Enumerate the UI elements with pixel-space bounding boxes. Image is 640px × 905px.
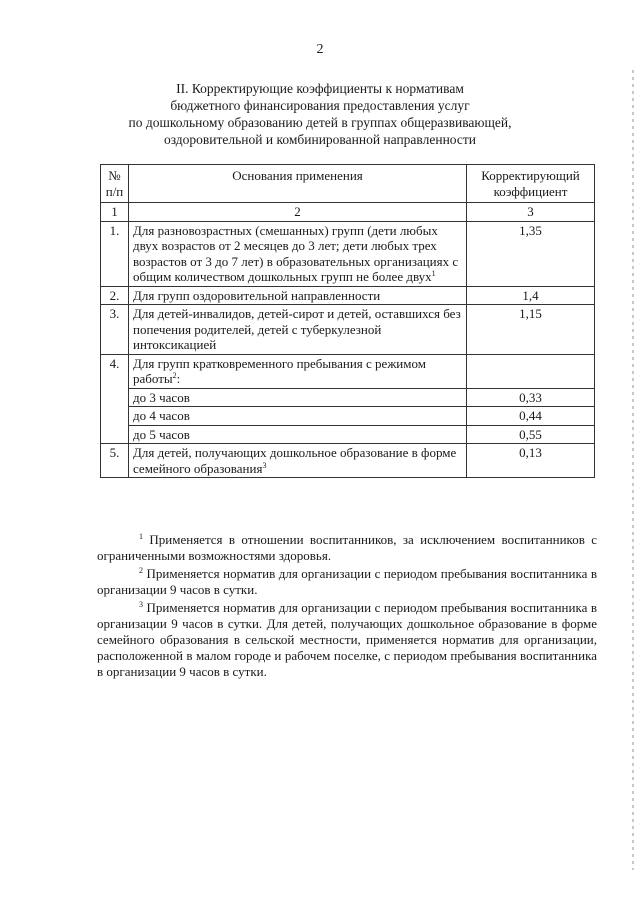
footnote-mark: 1: [139, 532, 143, 541]
subrow-text: до 5 часов: [129, 425, 467, 444]
section-heading: [70, 80, 570, 148]
row-text-body: Для разновозрастных (смешанных) групп (дети любых двух возрастов от 2 месяцев до 3 лет; дети любых трех возрастов от 3 до 7 лет) в образовательных организациях с общим количеством дошкольных групп не более двух: [133, 222, 459, 284]
col-number: 3: [467, 203, 595, 222]
row-text-body: Для детей, получающих дошкольное образование в форме семейного образования: [133, 445, 457, 476]
heading-line: по дошкольному образованию детей в группах общеразвивающей,: [128, 115, 512, 130]
row-text: Для детей-инвалидов, детей-сирот и детей, оставшихся без попечения родителей, детей с туберкулезной интоксикацией: [129, 305, 467, 355]
table-header-row: [101, 165, 595, 203]
subrow-value: 0,55: [467, 425, 595, 444]
footnote-ref: 2: [172, 371, 177, 380]
table-row: [101, 286, 595, 305]
footnote-text: Применяется в отношении воспитанников, за исключением воспитанников с ограниченными возможностями здоровья.: [97, 532, 598, 563]
table-subrow: [101, 388, 595, 407]
row-value: 1,4: [467, 286, 595, 305]
row-num: 1.: [101, 221, 129, 286]
heading-line: оздоровительной и комбинированной направленности: [163, 132, 477, 147]
page-number: 2: [316, 42, 324, 57]
row-text: Для групп оздоровительной направленности: [129, 286, 467, 305]
col-number: 2: [129, 203, 467, 222]
table-row: [101, 305, 595, 355]
row-text-suffix: :: [176, 371, 181, 386]
footnote-ref: 1: [431, 269, 436, 278]
table-row: [101, 354, 595, 388]
header-basis: Основания применения: [129, 165, 467, 203]
scan-edge: [632, 70, 634, 870]
row-num: 2.: [101, 286, 129, 305]
row-num: 5.: [101, 444, 129, 478]
row-text: [129, 221, 467, 286]
footnote-ref: 3: [262, 460, 267, 470]
footnote: [97, 566, 597, 598]
subrow-value: 0,44: [467, 407, 595, 426]
footnote-mark: 3: [139, 600, 143, 609]
footnote: [97, 600, 597, 680]
row-value: 1,15: [467, 305, 595, 355]
table-subrow: [101, 425, 595, 444]
row-num: 3.: [101, 305, 129, 355]
subrow-value: 0,33: [467, 388, 595, 407]
footnotes: [97, 532, 597, 682]
coefficients-table: [100, 164, 595, 478]
row-value: [467, 354, 595, 388]
table-row: [101, 444, 595, 478]
row-num: 4.: [101, 354, 129, 444]
header-num: № п/п: [101, 165, 129, 203]
row-text: [129, 354, 467, 388]
row-text-body: Для групп кратковременного пребывания с режимом работы: [133, 355, 426, 386]
column-numbers-row: [101, 203, 595, 222]
table-subrow: [101, 407, 595, 426]
table-row: [101, 221, 595, 286]
heading-line: бюджетного финансирования предоставления услуг: [170, 98, 470, 113]
subrow-text: до 3 часов: [129, 388, 467, 407]
row-value: 0,13: [467, 444, 595, 478]
footnote-mark: 2: [139, 566, 143, 575]
subrow-text: до 4 часов: [129, 407, 467, 426]
row-value: 1,35: [467, 221, 595, 286]
heading-line: II. Корректирующие коэффициенты к нормативам: [176, 81, 464, 96]
col-number: 1: [101, 203, 129, 222]
row-text: [129, 444, 467, 478]
footnote-text: Применяется норматив для организации с периодом пребывания воспитанника в организации 9 часов в сутки.: [97, 566, 597, 597]
footnote: [97, 532, 597, 564]
footnote-text: Применяется норматив для организации с периодом пребывания воспитанника в организации 9 часов в сутки. Для детей, получающих дошкольное образование в форме семейного образования в сельской местности, применяется норматив для организации, расположенной в малом городе и рабочем поселке, с периодом пребывания воспитанника в организации 9 часов в сутки.: [97, 600, 597, 679]
header-coef: Корректирующий коэффициент: [467, 165, 595, 203]
